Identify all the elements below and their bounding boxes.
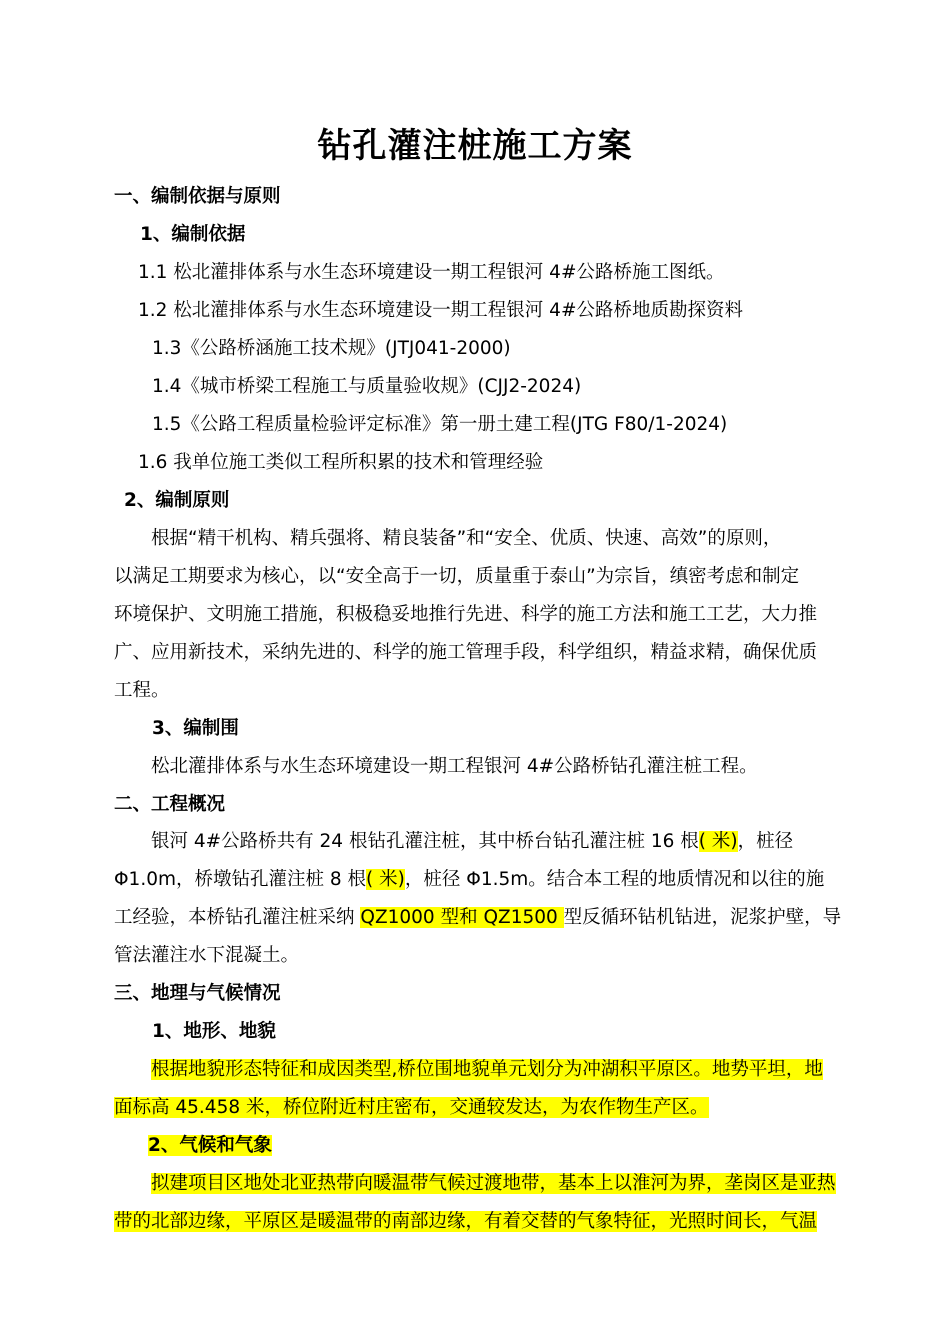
basis-item: 1.1 松北灌排体系与水生态环境建设一期工程银河 4#公路桥施工图纸。 [138, 262, 725, 283]
subsection-1-1-heading: 1、编制依据 [140, 224, 246, 245]
overview-text: Φ1.0m，桥墩钻孔灌注桩 8 根 [114, 869, 367, 890]
terrain-text-line [151, 1058, 823, 1082]
highlighted-text: QZ1000 型和 QZ1500 [360, 907, 564, 928]
climate-text-line [114, 1210, 817, 1234]
section-2-heading: 二、工程概况 [114, 794, 226, 815]
highlighted-text: 带的北部边缘，平原区是暖温带的南部边缘，有着交替的气象特征，光照时间长，气温 [114, 1211, 818, 1232]
basis-item: 1.2 松北灌排体系与水生态环境建设一期工程银河 4#公路桥地质勘探资料 [138, 300, 743, 321]
overview-text-line: 管法灌注水下混凝土。 [114, 945, 300, 966]
highlighted-heading: 2、气候和气象 [148, 1135, 272, 1156]
basis-item: 1.3《公路桥涵施工技术规》(JTJ041-2000) [152, 338, 511, 359]
page-title: 钻孔灌注桩施工方案 [317, 126, 633, 166]
principle-text-line: 根据“精干机构、精兵强将、精良装备”和“安全、优质、快速、高效”的原则， [151, 528, 782, 549]
subsection-3-1-heading: 1、地形、地貌 [152, 1021, 276, 1042]
overview-text-line [151, 830, 793, 854]
principle-text-line: 环境保护、文明施工措施，积极稳妥地推行先进、科学的施工方法和施工工艺，大力推 [114, 604, 818, 625]
section-3-heading: 三、地理与气候情况 [114, 983, 281, 1004]
overview-text: 银河 4#公路桥共有 24 根钻孔灌注桩，其中桥台钻孔灌注桩 16 根 [151, 831, 699, 852]
section-1-heading: 一、编制依据与原则 [114, 186, 281, 207]
principle-text-line: 以满足工期要求为核心，以“安全高于一切，质量重于泰山”为宗旨，缜密考虑和制定 [114, 566, 800, 587]
basis-item: 1.5《公路工程质量检验评定标准》第一册土建工程(JTG F80/1-2024) [152, 414, 728, 435]
subsection-3-2-heading [148, 1134, 272, 1158]
highlighted-text: 根据地貌形态特征和成因类型,桥位围地貌单元划分为冲湖积平原区。地势平坦，地 [151, 1059, 823, 1080]
overview-text-line [114, 868, 824, 892]
overview-text-line [114, 906, 841, 930]
principle-text-line: 广、应用新技术，采纳先进的、科学的施工管理手段，科学组织，精益求精，确保优质 [114, 642, 818, 663]
highlighted-text: ( 米) [698, 831, 738, 852]
highlighted-text: ( 米) [366, 869, 405, 890]
terrain-text-line [114, 1096, 709, 1120]
climate-text-line [151, 1172, 836, 1196]
overview-text: ，桩径 [737, 831, 794, 852]
basis-item: 1.4《城市桥梁工程施工与质量验收规》(CJJ2-2024) [152, 376, 582, 397]
overview-text: 工经验，本桥钻孔灌注桩采纳 [114, 907, 361, 928]
overview-text: ，桩径 Φ1.5m。结合本工程的地质情况和以往的施 [404, 869, 825, 890]
scope-text-line: 松北灌排体系与水生态环境建设一期工程银河 4#公路桥钻孔灌注桩工程。 [151, 756, 758, 777]
subsection-1-3-heading: 3、编制围 [152, 718, 239, 739]
principle-text-line: 工程。 [114, 680, 170, 701]
highlighted-text: 拟建项目区地处北亚热带向暖温带气候过渡地带，基本上以淮河为界，垄岗区是亚热 [151, 1173, 836, 1194]
basis-item: 1.6 我单位施工类似工程所积累的技术和管理经验 [138, 452, 544, 473]
subsection-1-2-heading: 2、编制原则 [124, 490, 230, 511]
highlighted-text: 面标高 45.458 米，桥位附近村庄密布，交通较发达，为农作物生产区。 [114, 1097, 709, 1118]
overview-text: 型反循环钻机钻进，泥浆护壁，导 [563, 907, 842, 928]
